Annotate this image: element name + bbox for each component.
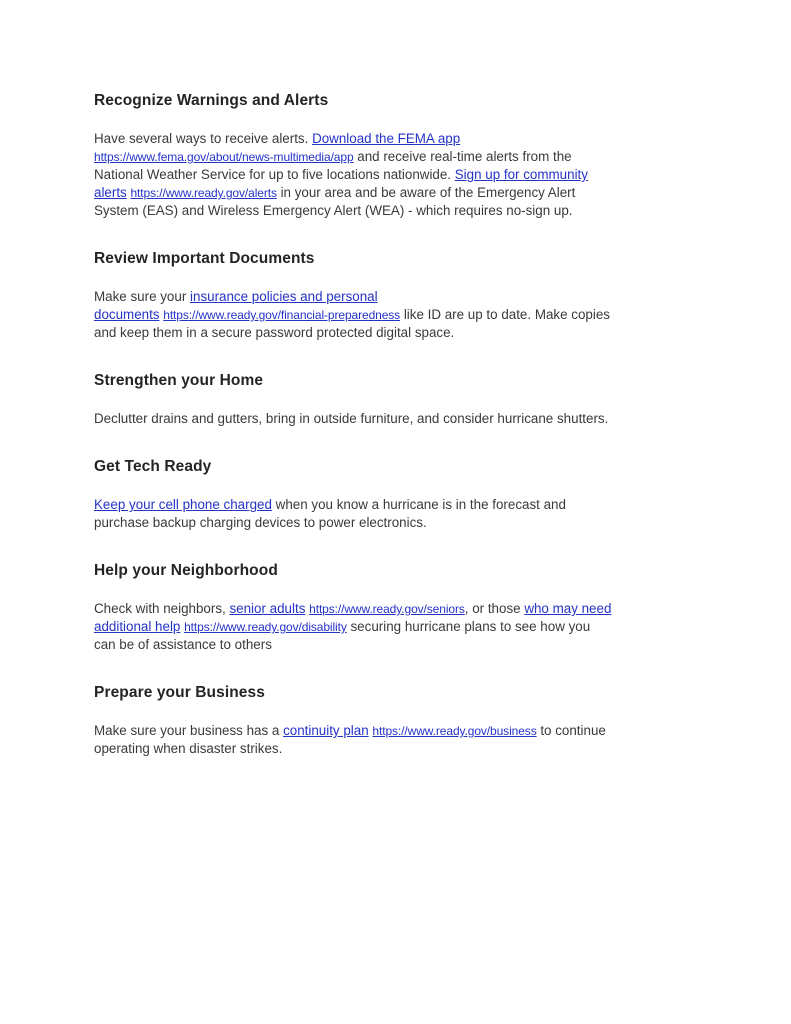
hyperlink[interactable]: Sign up for community [454,167,588,182]
hyperlink[interactable]: who may need [524,601,612,616]
text-run: and receive real-time alerts from the [353,149,572,164]
hyperlink-url[interactable]: https://www.ready.gov/alerts [130,186,277,200]
section-heading: Prepare your Business [94,684,265,701]
section-heading: Get Tech Ready [94,458,212,475]
section-review-important-documents [94,250,706,342]
section-paragraph [94,496,706,532]
text-run: purchase backup charging devices to power electronics. [94,515,427,530]
hyperlink[interactable]: alerts [94,185,127,200]
text-run: Have several ways to receive alerts. [94,131,313,146]
section-paragraph [94,130,706,220]
text-run: in your area and be aware of the Emergency Alert [276,185,576,200]
section-help-your-neighborhood [94,562,706,654]
section-heading: Review Important Documents [94,250,315,267]
hyperlink[interactable]: insurance policies and personal [190,289,378,304]
text-run: Make sure your business has a [94,723,284,738]
section-paragraph [94,600,706,654]
text-run: to continue [536,723,606,738]
section-heading: Recognize Warnings and Alerts [94,92,329,109]
hyperlink[interactable]: Download the FEMA app [312,131,461,146]
text-run: Declutter drains and gutters, bring in outside furniture, and consider hurricane shutters. [94,411,609,426]
section-prepare-your-business [94,684,706,758]
hyperlink[interactable]: additional help [94,619,181,634]
text-run: operating when disaster strikes. [94,741,283,756]
text-run: System (EAS) and Wireless Emergency Alert (WEA) - which requires no-sign up. [94,203,573,218]
hyperlink[interactable]: Keep your cell phone charged [94,497,272,512]
text-run: and keep them in a secure password protected digital space. [94,325,455,340]
section-heading: Help your Neighborhood [94,562,278,579]
text-run: Check with neighbors, [94,601,230,616]
section-recognize-warnings-and-alerts [94,92,706,220]
hyperlink[interactable]: continuity plan [283,723,369,738]
text-run: National Weather Service for up to five locations nationwide. [94,167,455,182]
hyperlink-url[interactable]: https://www.fema.gov/about/news-multimedia/app [94,150,354,164]
hyperlink[interactable]: documents [94,307,160,322]
text-run: when you know a hurricane is in the forecast and [271,497,566,512]
text-run: securing hurricane plans to see how you [346,619,591,634]
section-paragraph [94,722,706,758]
text-run: , or those [464,601,525,616]
hyperlink-url[interactable]: https://www.ready.gov/disability [184,620,347,634]
hyperlink[interactable]: senior adults [229,601,306,616]
text-run: Make sure your [94,289,191,304]
section-strengthen-your-home [94,372,706,428]
hyperlink-url[interactable]: https://www.ready.gov/business [372,724,537,738]
section-heading: Strengthen your Home [94,372,264,389]
section-paragraph [94,410,706,428]
section-get-tech-ready [94,458,706,532]
hyperlink-url[interactable]: https://www.ready.gov/financial-preparedness [163,308,401,322]
text-run: like ID are up to date. Make copies [400,307,610,322]
document-body [94,92,706,788]
text-run: can be of assistance to others [94,637,272,652]
hyperlink-url[interactable]: https://www.ready.gov/seniors [309,602,465,616]
section-paragraph [94,288,706,342]
